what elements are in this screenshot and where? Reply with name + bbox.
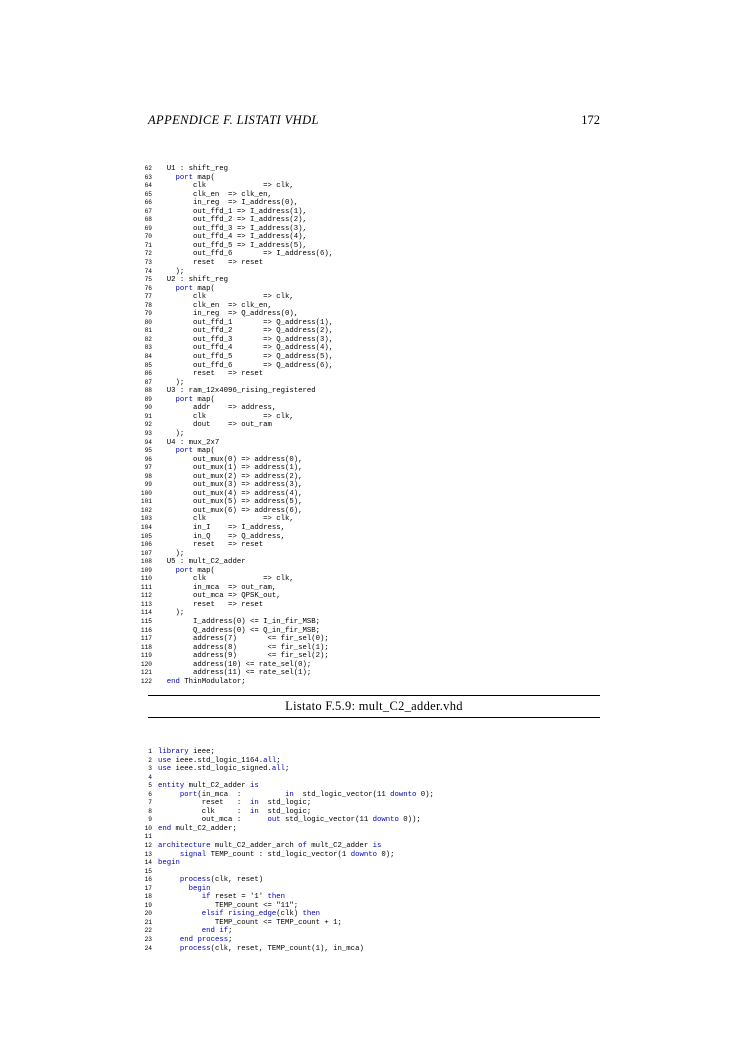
code-line-number: 91 — [144, 412, 152, 420]
code-line — [130, 618, 333, 627]
code-line — [130, 216, 333, 225]
code-line-text: reset => reset — [158, 259, 264, 268]
code-line-number: 100 — [140, 489, 152, 497]
code-line-text: entity mult_C2_adder is — [158, 782, 259, 791]
code-line — [130, 387, 333, 396]
caption-rule-bottom — [148, 717, 600, 718]
code-line-text: out_ffd_1 => Q_address(1), — [158, 318, 334, 327]
code-line-text: out_mux(4) => address(4), — [158, 489, 303, 498]
code-line-number: 116 — [140, 626, 152, 634]
code-line-number: 115 — [140, 617, 152, 625]
code-line — [130, 842, 434, 851]
code-line-text: out_mux(5) => address(5), — [158, 498, 303, 507]
code-line-text: end mult_C2_adder; — [158, 824, 237, 833]
code-line — [130, 609, 333, 618]
code-line — [130, 902, 434, 911]
code-line-text: out_mux(2) => address(2), — [158, 472, 303, 481]
code-line-text: clk => clk, — [158, 293, 294, 302]
code-line-text: port map( — [175, 284, 215, 293]
code-line-number: 67 — [144, 207, 152, 215]
code-line — [130, 757, 434, 766]
code-line — [130, 774, 434, 783]
code-line-number: 98 — [144, 472, 152, 480]
code-line-number: 106 — [140, 541, 152, 549]
code-line-text: elsif rising_edge(clk) then — [201, 910, 321, 919]
code-line-number: 94 — [144, 438, 152, 446]
code-line-text: ); — [158, 267, 185, 276]
code-line-number: 122 — [140, 677, 152, 685]
code-line-text: port map( — [175, 173, 215, 182]
code-line-text: address(11) <= rate_sel(1); — [158, 669, 312, 678]
code-line-text: out_ffd_5 => Q_address(5), — [158, 353, 334, 362]
code-line — [130, 515, 333, 524]
code-line-number: 104 — [140, 523, 152, 531]
code-line — [130, 541, 333, 550]
code-line-number: 81 — [144, 327, 152, 335]
code-line — [130, 876, 434, 885]
code-line-number: 120 — [140, 660, 152, 668]
code-line-text: if reset = '1' then — [201, 893, 286, 902]
code-line-text: in_reg => I_address(0), — [158, 199, 299, 208]
code-line — [130, 182, 333, 191]
code-line-number: 1 — [148, 748, 152, 755]
code-line-text: end ThinModulator; — [166, 677, 246, 686]
code-line — [130, 575, 333, 584]
code-line-text: in_Q => Q_address, — [158, 532, 285, 541]
code-line-text: address(7) <= fir_sel(0); — [158, 635, 329, 644]
code-line-number: 2 — [148, 756, 152, 764]
code-line-number: 6 — [148, 790, 152, 798]
code-line — [130, 344, 333, 353]
code-line-number: 70 — [144, 233, 152, 241]
code-line-text: process(clk, reset) — [179, 876, 264, 885]
code-line-number: 90 — [144, 404, 152, 412]
code-line — [130, 885, 434, 894]
code-line-text: address(10) <= rate_sel(0); — [158, 660, 312, 669]
code-line-text: in_reg => Q_address(0), — [158, 310, 299, 319]
code-line-text: U1 : shift_reg — [158, 165, 229, 173]
code-line-number: 79 — [144, 310, 152, 318]
code-line — [130, 799, 434, 808]
code-line — [130, 413, 333, 422]
code-line — [130, 250, 333, 259]
code-line — [130, 404, 333, 413]
code-line — [130, 310, 333, 319]
code-line-number: 107 — [140, 549, 152, 557]
code-line-number: 101 — [140, 498, 152, 506]
code-line-text: address(8) <= fir_sel(1); — [158, 643, 329, 652]
code-line — [130, 233, 333, 242]
code-line-text: clk_en => clk_en, — [158, 190, 272, 199]
code-line — [130, 490, 333, 499]
code-line — [130, 208, 333, 217]
code-line — [130, 859, 434, 868]
code-line-number: 71 — [144, 241, 152, 249]
code-line-number: 19 — [144, 901, 152, 909]
code-line-text: TEMP_count <= "11"; — [158, 901, 299, 910]
code-line-number: 22 — [144, 927, 152, 935]
code-line — [130, 456, 333, 465]
code-line-number: 68 — [144, 216, 152, 224]
code-line — [130, 319, 333, 328]
code-line-number: 88 — [144, 387, 152, 395]
code-line — [130, 584, 333, 593]
code-line — [130, 868, 434, 877]
code-line-text: out_ffd_3 => Q_address(3), — [158, 335, 334, 344]
code-line-number: 80 — [144, 318, 152, 326]
code-line — [130, 285, 333, 294]
code-line-text: clk => clk, — [158, 515, 294, 524]
code-line-text — [158, 869, 162, 877]
code-line — [130, 782, 434, 791]
code-line — [130, 370, 333, 379]
code-line-number: 75 — [144, 276, 152, 284]
code-line — [130, 550, 333, 559]
code-line-number: 65 — [144, 190, 152, 198]
code-line-number: 77 — [144, 293, 152, 301]
code-line — [130, 945, 434, 954]
code-line-text: clk => clk, — [158, 575, 294, 584]
code-line-text: clk : in std_logic; — [158, 807, 312, 816]
code-line-number: 3 — [148, 765, 152, 773]
code-line-text: out_mux(3) => address(3), — [158, 481, 303, 490]
code-line — [130, 165, 333, 174]
code-line — [130, 652, 333, 661]
code-line-text: I_address(0) <= I_in_fir_MSB; — [158, 617, 321, 626]
code-line-number: 8 — [148, 807, 152, 815]
code-line-number: 78 — [144, 301, 152, 309]
code-line-number: 4 — [148, 773, 152, 781]
code-line — [130, 353, 333, 362]
code-line-number: 17 — [144, 884, 152, 892]
code-line — [130, 225, 333, 234]
code-line-number: 16 — [144, 876, 152, 884]
code-line-number: 117 — [140, 635, 152, 643]
code-line-number: 74 — [144, 267, 152, 275]
code-line-number: 76 — [144, 284, 152, 292]
code-line — [130, 439, 333, 448]
code-line — [130, 199, 333, 208]
code-line-number: 10 — [144, 824, 152, 832]
code-line-number: 102 — [140, 506, 152, 514]
code-line-number: 114 — [140, 609, 152, 617]
code-line — [130, 678, 333, 687]
code-line-number: 72 — [144, 250, 152, 258]
code-line — [130, 592, 333, 601]
code-line-text: U2 : shift_reg — [158, 276, 229, 285]
code-line-text: use ieee.std_logic_1164.all; — [158, 756, 281, 765]
code-line-number: 111 — [140, 583, 152, 591]
code-line-text: ); — [158, 429, 185, 438]
code-line — [130, 919, 434, 928]
code-line-number: 113 — [140, 600, 152, 608]
code-line-text: out_mca : out std_logic_vector(11 downto 0)); — [158, 816, 421, 825]
code-line — [130, 936, 434, 945]
code-line-text: architecture mult_C2_adder_arch of mult_C2_adder is — [158, 842, 382, 851]
code-line — [130, 808, 434, 817]
code-line-text: port map( — [175, 447, 215, 456]
code-line-text: out_ffd_6 => Q_address(6), — [158, 361, 334, 370]
code-line-text: library ieee; — [158, 748, 215, 756]
code-line-text: out_ffd_3 => I_address(3), — [158, 224, 307, 233]
code-line-text — [158, 834, 162, 842]
code-line-number: 85 — [144, 361, 152, 369]
code-line — [130, 627, 333, 636]
code-line-number: 23 — [144, 936, 152, 944]
code-line — [130, 336, 333, 345]
code-line-text: ); — [158, 549, 185, 558]
code-line-number: 103 — [140, 515, 152, 523]
code-line-number: 20 — [144, 910, 152, 918]
code-listing-thinmodulator — [130, 165, 333, 686]
code-line-text — [158, 775, 162, 783]
code-line-number: 62 — [144, 165, 152, 172]
code-line-number: 112 — [140, 592, 152, 600]
code-line — [130, 558, 333, 567]
code-line — [130, 302, 333, 311]
code-line — [130, 601, 333, 610]
code-line-text: out_mux(6) => address(6), — [158, 506, 303, 515]
code-line — [130, 765, 434, 774]
code-line-text: ); — [158, 609, 185, 618]
page-header — [148, 113, 600, 128]
code-line-text: dout => out_ram — [158, 421, 272, 430]
code-line-text: U4 : mux_2x7 — [158, 438, 220, 447]
code-line-number: 73 — [144, 259, 152, 267]
code-line — [130, 293, 333, 302]
code-line-text: ); — [158, 378, 185, 387]
code-line — [130, 174, 333, 183]
code-line — [130, 430, 333, 439]
code-line — [130, 421, 333, 430]
code-line-number: 24 — [144, 944, 152, 952]
code-line — [130, 524, 333, 533]
code-line-text: addr => address, — [158, 404, 277, 413]
code-line-text: port(in_mca : in std_logic_vector(11 downto 0); — [179, 790, 434, 799]
code-line-text: port map( — [175, 566, 215, 575]
header-chapter-title: APPENDICE F. LISTATI VHDL — [148, 113, 319, 127]
code-line — [130, 927, 434, 936]
code-line-number: 97 — [144, 464, 152, 472]
code-line — [130, 242, 333, 251]
code-line-text: out_ffd_2 => I_address(2), — [158, 216, 307, 225]
code-line-number: 121 — [140, 669, 152, 677]
code-line-text: end process; — [179, 936, 233, 945]
code-line-text: U3 : ram_12x4096_rising_registered — [158, 387, 316, 396]
code-line-number: 86 — [144, 370, 152, 378]
code-line-text: in_I => I_address, — [158, 523, 285, 532]
code-line-number: 119 — [140, 652, 152, 660]
code-line-number: 63 — [144, 173, 152, 181]
listing-caption: Listato F.5.9: mult_C2_adder.vhd — [285, 699, 463, 713]
code-line-text: out_ffd_5 => I_address(5), — [158, 241, 307, 250]
code-line — [130, 851, 434, 860]
code-line — [130, 327, 333, 336]
code-line-text: reset : in std_logic; — [158, 799, 312, 808]
code-line — [130, 791, 434, 800]
code-line — [130, 498, 333, 507]
code-line-number: 110 — [140, 575, 152, 583]
code-line — [130, 191, 333, 200]
code-line-number: 69 — [144, 224, 152, 232]
code-line-number: 93 — [144, 429, 152, 437]
code-line-number: 7 — [148, 799, 152, 807]
code-line — [130, 379, 333, 388]
code-line-text: TEMP_count <= TEMP_count + 1; — [158, 918, 342, 927]
code-line — [130, 447, 333, 456]
code-line-number: 92 — [144, 421, 152, 429]
code-line — [130, 473, 333, 482]
code-line-text: port map( — [175, 395, 215, 404]
code-line — [130, 816, 434, 825]
code-line — [130, 396, 333, 405]
code-line — [130, 507, 333, 516]
code-line — [130, 910, 434, 919]
code-line-text: out_ffd_6 => I_address(6), — [158, 250, 334, 259]
code-line-number: 11 — [144, 833, 152, 841]
code-line-text: clk_en => clk_en, — [158, 301, 272, 310]
code-line-number: 64 — [144, 182, 152, 190]
code-line — [130, 669, 333, 678]
code-line-number: 21 — [144, 918, 152, 926]
code-line-number: 96 — [144, 455, 152, 463]
code-line-number: 15 — [144, 867, 152, 875]
code-line-number: 14 — [144, 859, 152, 867]
code-line — [130, 268, 333, 277]
code-line-number: 108 — [140, 558, 152, 566]
code-line-number: 18 — [144, 893, 152, 901]
code-line-text: U5 : mult_C2_adder — [158, 558, 246, 567]
code-line-text: out_mux(1) => address(1), — [158, 464, 303, 473]
code-line-text: signal TEMP_count : std_logic_vector(1 downto 0); — [179, 850, 395, 859]
code-line-number: 9 — [148, 816, 152, 824]
code-line-number: 99 — [144, 481, 152, 489]
code-line-number: 12 — [144, 842, 152, 850]
code-line-number: 89 — [144, 395, 152, 403]
code-line-number: 118 — [140, 643, 152, 651]
code-line-text: out_ffd_4 => Q_address(4), — [158, 344, 334, 353]
code-listing-mult-c2-adder — [130, 748, 434, 953]
code-line-text: clk => clk, — [158, 182, 294, 191]
code-line — [130, 661, 333, 670]
code-line — [130, 481, 333, 490]
code-line — [130, 635, 333, 644]
code-line — [130, 644, 333, 653]
code-line — [130, 464, 333, 473]
code-line-text: out_mux(0) => address(0), — [158, 455, 303, 464]
code-line-text: reset => reset — [158, 600, 264, 609]
code-line-number: 109 — [140, 566, 152, 574]
listing-caption-block — [148, 695, 600, 718]
code-line-text: out_ffd_4 => I_address(4), — [158, 233, 307, 242]
code-line-text: in_mca => out_ram, — [158, 583, 277, 592]
code-line-number: 105 — [140, 532, 152, 540]
page-number: 172 — [581, 113, 600, 127]
code-line-number: 13 — [144, 850, 152, 858]
code-line — [130, 748, 434, 757]
code-line — [130, 833, 434, 842]
code-line-text: begin — [188, 884, 211, 893]
code-line — [130, 259, 333, 268]
code-line — [130, 276, 333, 285]
code-line-number: 84 — [144, 353, 152, 361]
code-line-text: clk => clk, — [158, 412, 294, 421]
code-line — [130, 825, 434, 834]
code-line — [130, 362, 333, 371]
code-line-text: process(clk, reset, TEMP_count(1), in_mca) — [179, 944, 364, 953]
code-line-number: 5 — [148, 782, 152, 790]
code-line-text: reset => reset — [158, 370, 264, 379]
code-line — [130, 567, 333, 576]
code-line-text: reset => reset — [158, 541, 264, 550]
code-line-text: out_ffd_2 => Q_address(2), — [158, 327, 334, 336]
code-line — [130, 893, 434, 902]
code-line-text: begin — [158, 859, 180, 868]
code-line-text: Q_address(0) <= Q_in_fir_MSB; — [158, 626, 321, 635]
code-line-number: 95 — [144, 447, 152, 455]
code-line-number: 82 — [144, 335, 152, 343]
code-line — [130, 533, 333, 542]
code-line-text: address(9) <= fir_sel(2); — [158, 652, 329, 661]
code-line-number: 87 — [144, 378, 152, 386]
code-line-text: out_ffd_1 => I_address(1), — [158, 207, 307, 216]
code-line-text: end if; — [201, 927, 233, 936]
code-line-number: 83 — [144, 344, 152, 352]
code-line-number: 66 — [144, 199, 152, 207]
code-line-text: use ieee.std_logic_signed.all; — [158, 765, 290, 774]
code-line-text: out_mca => QPSK_out, — [158, 592, 281, 601]
